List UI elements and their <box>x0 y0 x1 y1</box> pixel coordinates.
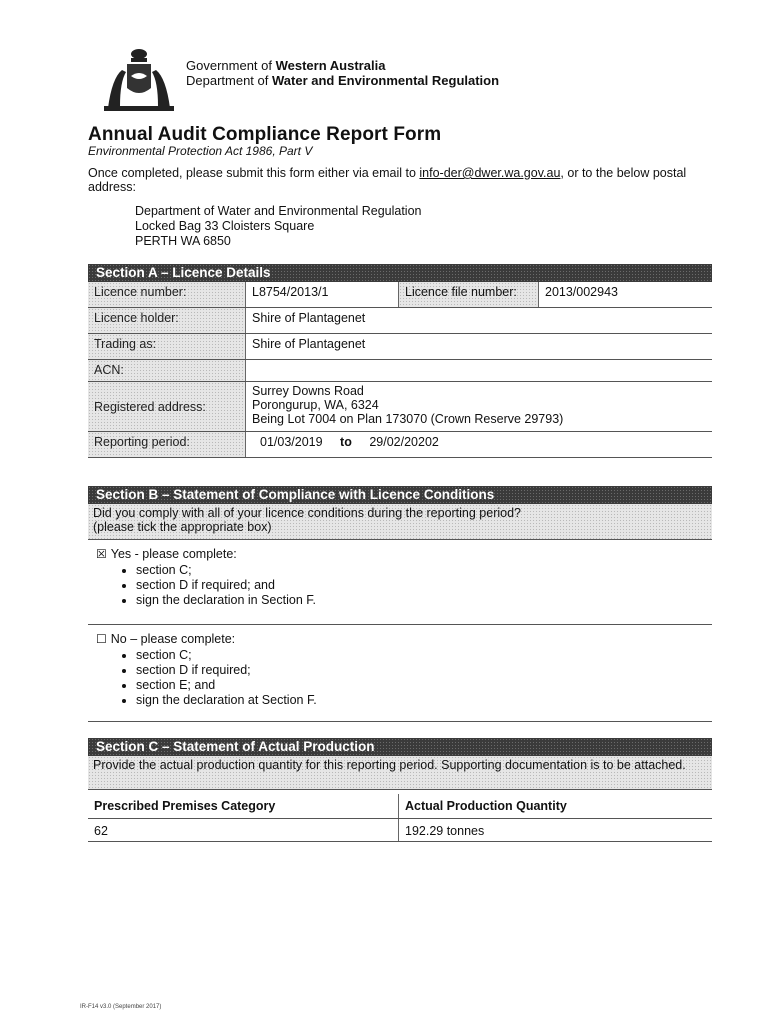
registered-address-line: Being Lot 7004 on Plan 173070 (Crown Reserve 29793) <box>252 412 564 426</box>
licence-file-number-label: Licence file number: <box>398 282 538 307</box>
production-table-header <box>88 794 712 819</box>
compliance-instruction: (please tick the appropriate box) <box>93 520 272 534</box>
registered-address-label: Registered address: <box>88 382 246 431</box>
list-item: • section D if required; <box>136 663 317 678</box>
postal-address <box>135 204 422 249</box>
yes-instructions-list <box>118 563 316 608</box>
table-row <box>88 819 712 842</box>
table-row <box>88 432 712 458</box>
column-header-category: Prescribed Premises Category <box>94 799 276 813</box>
list-item: • section C; <box>136 648 317 663</box>
licence-file-number-field[interactable]: 2013/002943 <box>538 282 712 307</box>
yes-option <box>88 541 712 625</box>
dept-name: Water and Environmental Regulation <box>272 73 500 88</box>
table-row <box>88 360 712 382</box>
page-subtitle: Environmental Protection Act 1986, Part V <box>88 144 313 158</box>
intro-text-after: , or to the below postal address: <box>88 166 687 194</box>
list-item: • section C; <box>136 563 316 578</box>
compliance-question <box>88 504 712 540</box>
section-c-header: Section C – Statement of Actual Production <box>88 738 712 756</box>
list-item: • sign the declaration at Section F. <box>136 693 317 708</box>
acn-field[interactable] <box>246 360 712 381</box>
yes-label: Yes - please complete: <box>110 547 237 561</box>
registered-address-field[interactable] <box>246 382 712 431</box>
licence-number-label: Licence number: <box>88 282 246 307</box>
compliance-question-text: Did you comply with all of your licence conditions during the reporting period? <box>93 506 522 520</box>
no-label: No – please complete: <box>110 632 236 646</box>
trading-as-label: Trading as: <box>88 334 246 359</box>
period-from: 01/03/2019 <box>260 435 323 449</box>
gov-prefix: Government of <box>186 58 276 73</box>
email-link[interactable]: info-der@dwer.wa.gov.au <box>419 166 561 180</box>
registered-address-line: Surrey Downs Road <box>252 384 364 398</box>
postal-address-line: Locked Bag 33 Cloisters Square <box>135 219 315 233</box>
period-to: 29/02/20202 <box>369 435 439 449</box>
no-instructions-list <box>118 648 317 708</box>
quantity-cell[interactable]: 192.29 tonnes <box>398 819 712 841</box>
list-item: • section E; and <box>136 678 317 693</box>
category-cell[interactable]: 62 <box>94 824 108 838</box>
no-checkbox[interactable]: ☐ <box>96 632 107 646</box>
dept-prefix: Department of <box>186 73 272 88</box>
postal-address-line: Department of Water and Environmental Regulation <box>135 204 422 218</box>
licence-number-field[interactable]: L8754/2013/1 <box>252 285 329 299</box>
table-row <box>88 308 712 334</box>
section-a-header: Section A – Licence Details <box>88 264 712 282</box>
intro-text-before: Once completed, please submit this form either via email to <box>88 166 420 180</box>
government-header <box>186 58 499 88</box>
yes-checkbox[interactable]: ☒ <box>96 547 107 561</box>
table-row <box>88 382 712 432</box>
period-to-label: to <box>340 435 352 449</box>
table-row <box>88 282 712 308</box>
submission-instructions <box>88 166 688 194</box>
acn-label: ACN: <box>88 360 246 381</box>
wa-coat-of-arms-logo <box>100 46 178 114</box>
form-version-footer: IR-F14 v3.0 (September 2017) <box>80 1004 162 1010</box>
page-title: Annual Audit Compliance Report Form <box>88 124 442 145</box>
registered-address-line: Porongurup, WA, 6324 <box>252 398 379 412</box>
reporting-period-label: Reporting period: <box>88 432 246 457</box>
postal-address-line: PERTH WA 6850 <box>135 234 231 248</box>
table-row <box>88 334 712 360</box>
production-instruction: Provide the actual production quantity for this reporting period. Supporting documentation is to be attached. <box>88 756 712 790</box>
no-option <box>88 626 712 722</box>
licence-holder-label: Licence holder: <box>88 308 246 333</box>
column-header-quantity: Actual Production Quantity <box>398 794 712 818</box>
licence-holder-field[interactable]: Shire of Plantagenet <box>252 311 366 325</box>
trading-as-field[interactable]: Shire of Plantagenet <box>252 337 366 351</box>
reporting-period-field[interactable] <box>246 432 712 457</box>
gov-name: Western Australia <box>275 58 386 73</box>
list-item: • sign the declaration in Section F. <box>136 593 316 608</box>
list-item: • section D if required; and <box>136 578 316 593</box>
section-b-header: Section B – Statement of Compliance with Licence Conditions <box>88 486 712 504</box>
